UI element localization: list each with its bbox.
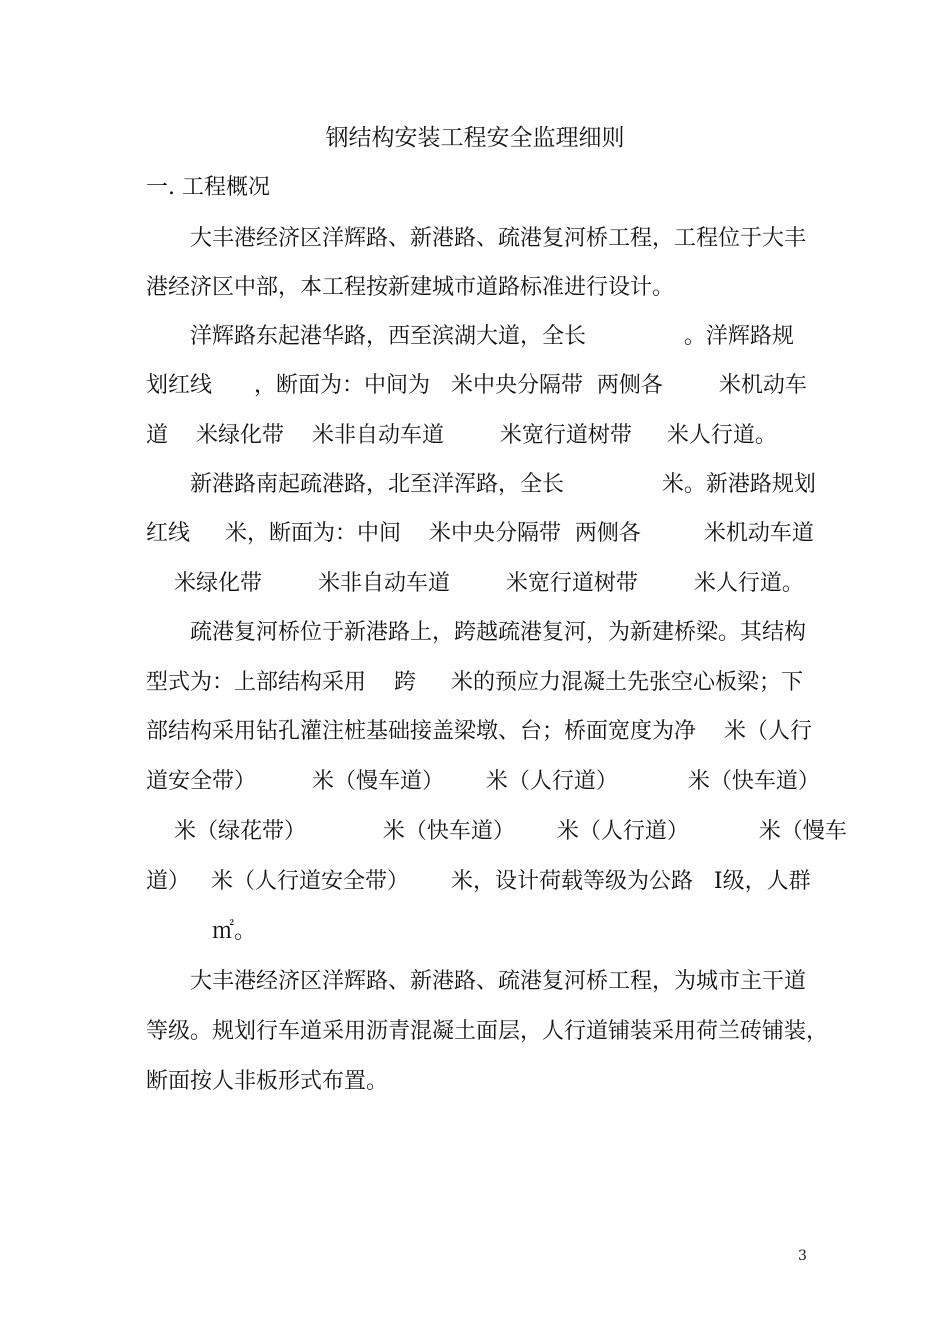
- paragraph-line: 洋辉路东起港华路，西至滨湖大道，全长 。洋辉路规: [190, 324, 794, 349]
- paragraph-line: 等级。规划行车道采用沥青混凝土面层，人行道铺装采用荷兰砖铺装，: [146, 1019, 829, 1044]
- paragraph-line: 部结构采用钻孔灌注桩基础接盖梁墩、台；桥面宽度为净 米（人行: [146, 719, 812, 744]
- paragraph-line: 大丰港经济区洋辉路、新港路、疏港复河桥工程，为城市主干道: [190, 969, 807, 994]
- paragraph-line: 疏港复河桥位于新港路上，跨越疏港复河，为新建桥梁。其结构: [190, 620, 807, 645]
- paragraph-line: 断面按人非板形式布置。: [146, 1069, 389, 1094]
- paragraph-line: ㎡。: [212, 919, 257, 944]
- paragraph-line: 红线 米，断面为：中间 米中央分隔带 两侧各 米机动车道: [146, 521, 814, 546]
- paragraph-line: 型式为：上部结构采用 跨 米的预应力混凝土先张空心板梁；下: [146, 670, 803, 695]
- page-number: 3: [798, 1248, 807, 1264]
- paragraph-line: 米绿化带 米非自动车道 米宽行道树带 米人行道。: [174, 571, 804, 596]
- paragraph-line: 划红线 ，断面为：中间为 米中央分隔带 两侧各 米机动车: [146, 373, 807, 398]
- paragraph-line: 道安全带） 米（慢车道） 米（人行道） 米（快车道）: [146, 769, 820, 794]
- paragraph-line: 港经济区中部，本工程按新建城市道路标准进行设计。: [146, 275, 675, 300]
- paragraph-line: 大丰港经济区洋辉路、新港路、疏港复河桥工程，工程位于大丰: [190, 226, 807, 251]
- paragraph-line: 道 米绿化带 米非自动车道 米宽行道树带 米人行道。: [146, 423, 777, 448]
- paragraph-line: 米（绿花带） 米（快车道） 米（人行道） 米（慢车: [174, 819, 847, 844]
- paragraph-line: 新港路南起疏港路，北至洋浑路，全长 米。新港路规划: [190, 472, 816, 497]
- document-title: 钢结构安装工程安全监理细则: [325, 125, 625, 151]
- paragraph-line: 道） 米（人行道安全带） 米，设计荷载等级为公路 Ⅰ级，人群: [146, 869, 811, 894]
- section-heading: 一. 工程概况: [146, 175, 270, 200]
